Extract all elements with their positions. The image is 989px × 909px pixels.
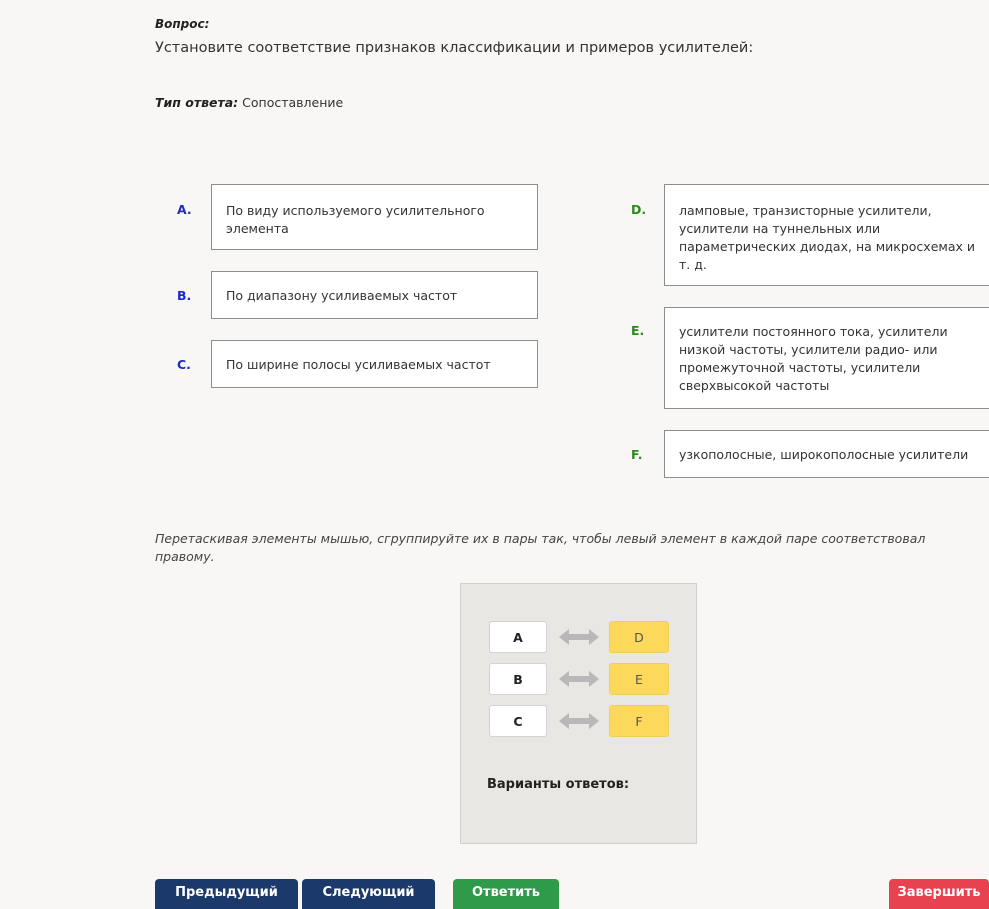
left-item-letter-b: B. bbox=[177, 288, 192, 303]
pair-right-slot[interactable]: E bbox=[609, 663, 669, 695]
double-arrow-icon bbox=[559, 712, 599, 730]
question-text: Установите соответствие признаков классификации и примеров усилителей: bbox=[155, 40, 754, 56]
pair-row bbox=[489, 663, 671, 697]
pair-row bbox=[489, 621, 671, 655]
variants-label: Варианты ответов: bbox=[487, 777, 630, 792]
left-item-a[interactable]: По виду используемого усилительного элемента bbox=[211, 184, 538, 250]
left-item-letter-a: A. bbox=[177, 202, 192, 217]
instruction-text: Перетаскивая элементы мышью, сгруппируйте их в пары так, чтобы левый элемент в каждой паре соответствовал правому. bbox=[155, 531, 926, 564]
answer-type-value: Сопоставление bbox=[242, 95, 344, 110]
double-arrow-icon bbox=[559, 670, 599, 688]
right-item-f[interactable]: узкополосные, широкополосные усилители bbox=[664, 430, 989, 478]
right-item-d[interactable]: ламповые, транзисторные усилители, усилители на туннельных или параметрических диодах, на микросхемах и т. д. bbox=[664, 184, 989, 286]
left-item-b[interactable]: По диапазону усиливаемых частот bbox=[211, 271, 538, 319]
previous-button[interactable]: Предыдущий bbox=[155, 879, 298, 909]
right-item-letter-e: E. bbox=[631, 323, 645, 338]
right-item-letter-f: F. bbox=[631, 447, 643, 462]
double-arrow-icon bbox=[559, 628, 599, 646]
answer-type bbox=[155, 95, 343, 110]
pair-left-slot[interactable]: C bbox=[489, 705, 547, 737]
answer-type-label: Тип ответа: bbox=[155, 95, 239, 110]
right-item-e[interactable]: усилители постоянного тока, усилители низкой частоты, усилители радио- или промежуточной частоты, усилители сверхвысокой частоты bbox=[664, 307, 989, 409]
finish-button[interactable]: Завершить bbox=[889, 879, 989, 909]
next-button[interactable]: Следующий bbox=[302, 879, 435, 909]
pair-right-slot[interactable]: D bbox=[609, 621, 669, 653]
pair-left-slot[interactable]: B bbox=[489, 663, 547, 695]
answer-button[interactable]: Ответить bbox=[453, 879, 559, 909]
pair-row bbox=[489, 705, 671, 739]
left-item-letter-c: C. bbox=[177, 357, 191, 372]
question-label: Вопрос: bbox=[155, 17, 210, 31]
match-panel bbox=[460, 583, 697, 844]
left-item-c[interactable]: По ширине полосы усиливаемых частот bbox=[211, 340, 538, 388]
pair-right-slot[interactable]: F bbox=[609, 705, 669, 737]
right-item-letter-d: D. bbox=[631, 202, 647, 217]
pair-left-slot[interactable]: A bbox=[489, 621, 547, 653]
